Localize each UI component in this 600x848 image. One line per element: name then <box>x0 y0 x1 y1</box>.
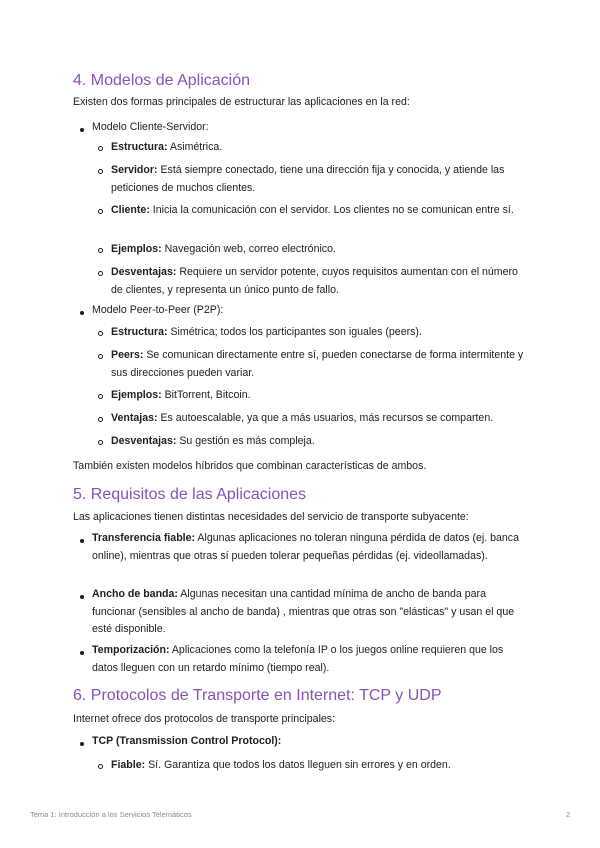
requisito-item-1: Transferencia fiable: Algunas aplicaciones no toleran ninguna pérdida de datos (ej. banca online), mientras que otras sí pueden tolerar pequeñas pérdidas (ej. videollamadas). <box>92 532 519 562</box>
cs-item-5: Desventajas: Requiere un servidor potente, cuyos requisitos aumentan con el número de clientes, y representa un único punto de fallo. <box>111 266 518 296</box>
section-5-intro: Las aplicaciones tienen distintas necesidades del servicio de transporte subyacente: <box>73 511 469 523</box>
section-6-title: 6. Protocolos de Transporte en Internet: TCP y UDP <box>73 687 442 704</box>
sub-bullet <box>98 331 103 336</box>
sub-bullet <box>98 169 103 174</box>
sub-bullet <box>98 271 103 276</box>
p2p-item-2: Peers: Se comunican directamente entre sí, pueden conectarse de forma intermitente y sus direcciones pueden variar. <box>111 349 524 379</box>
page-number: 2 <box>566 810 571 819</box>
p2p-label: Modelo Peer-to-Peer (P2P): <box>92 304 224 316</box>
cliente-servidor-label: Modelo Cliente-Servidor: <box>92 121 209 133</box>
section-4-outro: También existen modelos híbridos que combinan características de ambos. <box>73 460 427 472</box>
bullet-dot <box>80 651 84 655</box>
sub-bullet <box>98 146 103 151</box>
p2p-item-4: Ventajas: Es autoescalable, ya que a más usuarios, más recursos se comparten. <box>111 412 494 424</box>
cs-item-4: Ejemplos: Navegación web, correo electrónico. <box>111 243 336 255</box>
section-5-title: 5. Requisitos de las Aplicaciones <box>73 486 307 503</box>
footer-title: Tema 1: Introducción a los Servicios Telemáticos <box>30 810 192 819</box>
tcp-label: TCP (Transmission Control Protocol): <box>92 735 282 747</box>
requisito-item-2: Ancho de banda: Algunas necesitan una cantidad mínima de ancho de banda para funcionar (sensibles al ancho de banda) , mientras que otras son "elásticas" y usan el que esté disponible. <box>92 588 515 635</box>
sub-bullet <box>98 417 103 422</box>
section-6-intro: Internet ofrece dos protocolos de transporte principales: <box>73 713 336 725</box>
sub-bullet <box>98 209 103 214</box>
p2p-item-1: Estructura: Simétrica; todos los participantes son iguales (peers). <box>111 326 422 338</box>
section-4-title: 4. Modelos de Aplicación <box>73 72 250 89</box>
p2p-item-3: Ejemplos: BitTorrent, Bitcoin. <box>111 389 251 401</box>
tcp-item-1: Fiable: Sí. Garantiza que todos los datos lleguen sin errores y en orden. <box>111 759 451 771</box>
cs-item-3: Cliente: Inicia la comunicación con el servidor. Los clientes no se comunican entre sí. <box>111 204 514 216</box>
bullet-dot <box>80 742 84 746</box>
requisito-item-3: Temporización: Aplicaciones como la telefonía IP o los juegos online requieren que los datos lleguen con un retardo mínimo (tiempo real). <box>92 644 504 674</box>
bullet-dot <box>80 311 84 315</box>
section-4-intro: Existen dos formas principales de estructurar las aplicaciones en la red: <box>73 96 410 108</box>
sub-bullet <box>98 440 103 445</box>
sub-bullet <box>98 248 103 253</box>
cs-item-2: Servidor: Está siempre conectado, tiene una dirección fija y conocida, y atiende las peticiones de muchos clientes. <box>111 164 505 194</box>
bullet-dot <box>80 595 84 599</box>
sub-bullet <box>98 354 103 359</box>
cs-item-1: Estructura: Asimétrica. <box>111 141 223 153</box>
bullet-dot <box>80 539 84 543</box>
sub-bullet <box>98 394 103 399</box>
sub-bullet <box>98 764 103 769</box>
bullet-dot <box>80 128 84 132</box>
p2p-item-5: Desventajas: Su gestión es más compleja. <box>111 435 315 447</box>
